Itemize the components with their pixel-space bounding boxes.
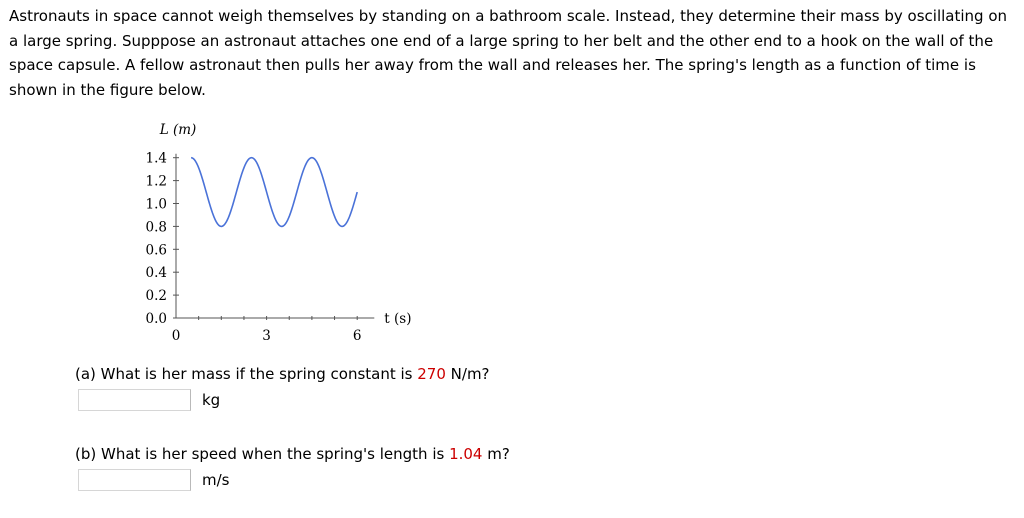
x-axis-ticks bbox=[172, 316, 362, 344]
question-a-unit-text: N/m? bbox=[445, 365, 490, 383]
data-point bbox=[281, 226, 283, 228]
data-point bbox=[236, 191, 238, 193]
speed-unit-label: m/s bbox=[202, 471, 230, 489]
spring-constant-value: 270 bbox=[417, 365, 446, 383]
data-point bbox=[221, 226, 223, 228]
y-tick-label: 1.0 bbox=[145, 196, 167, 213]
y-tick-label: 0.0 bbox=[145, 311, 167, 327]
y-tick-label: 0.4 bbox=[145, 265, 167, 282]
y-tick-label: 1.4 bbox=[145, 150, 167, 167]
y-tick-label: 0.2 bbox=[145, 288, 167, 305]
data-point bbox=[190, 157, 192, 159]
y-axis-label: L (m) bbox=[159, 122, 197, 138]
data-point bbox=[251, 157, 253, 159]
question-b-text: (b) What is her speed when the spring's length is bbox=[75, 445, 450, 463]
mass-unit-label: kg bbox=[202, 391, 221, 409]
data-point bbox=[341, 226, 343, 228]
speed-answer-input[interactable] bbox=[78, 469, 191, 491]
spring-length-curve bbox=[191, 158, 357, 227]
data-point bbox=[266, 191, 268, 193]
mass-answer-input[interactable] bbox=[78, 389, 191, 411]
y-tick-label: 1.2 bbox=[145, 173, 167, 190]
data-series bbox=[190, 157, 358, 227]
question-b-unit-text: m? bbox=[482, 445, 510, 463]
graph-axes bbox=[176, 154, 374, 318]
y-tick-label: 0.6 bbox=[145, 242, 167, 259]
question-a-text: (a) What is her mass if the spring constant is bbox=[75, 365, 418, 383]
spring-length-value: 1.04 bbox=[449, 445, 483, 463]
question-b bbox=[75, 444, 510, 464]
x-tick-label: 3 bbox=[262, 328, 271, 344]
y-tick-label: 0.8 bbox=[145, 219, 167, 236]
data-point bbox=[296, 191, 298, 193]
y-axis-ticks bbox=[146, 151, 179, 327]
data-point bbox=[326, 191, 328, 193]
x-tick-label: 6 bbox=[352, 328, 362, 344]
data-point bbox=[356, 191, 358, 193]
x-axis-label: t (s) bbox=[384, 311, 412, 327]
data-point bbox=[311, 157, 313, 159]
data-point bbox=[205, 191, 207, 193]
problem-statement: Astronauts in space cannot weigh themselves by standing on a bathroom scale. Instead, they determine their mass by oscillating on a large spring. Supppose an astronaut attaches one end of a large spring to her belt and the other end to a hook on the wall of the space capsule. A fellow astronaut then pulls her away from the wall and releases her. The spring's length as a function of time is shown in the figure below. bbox=[9, 7, 1008, 99]
x-tick-label: 0 bbox=[171, 328, 181, 344]
question-a bbox=[75, 364, 490, 384]
